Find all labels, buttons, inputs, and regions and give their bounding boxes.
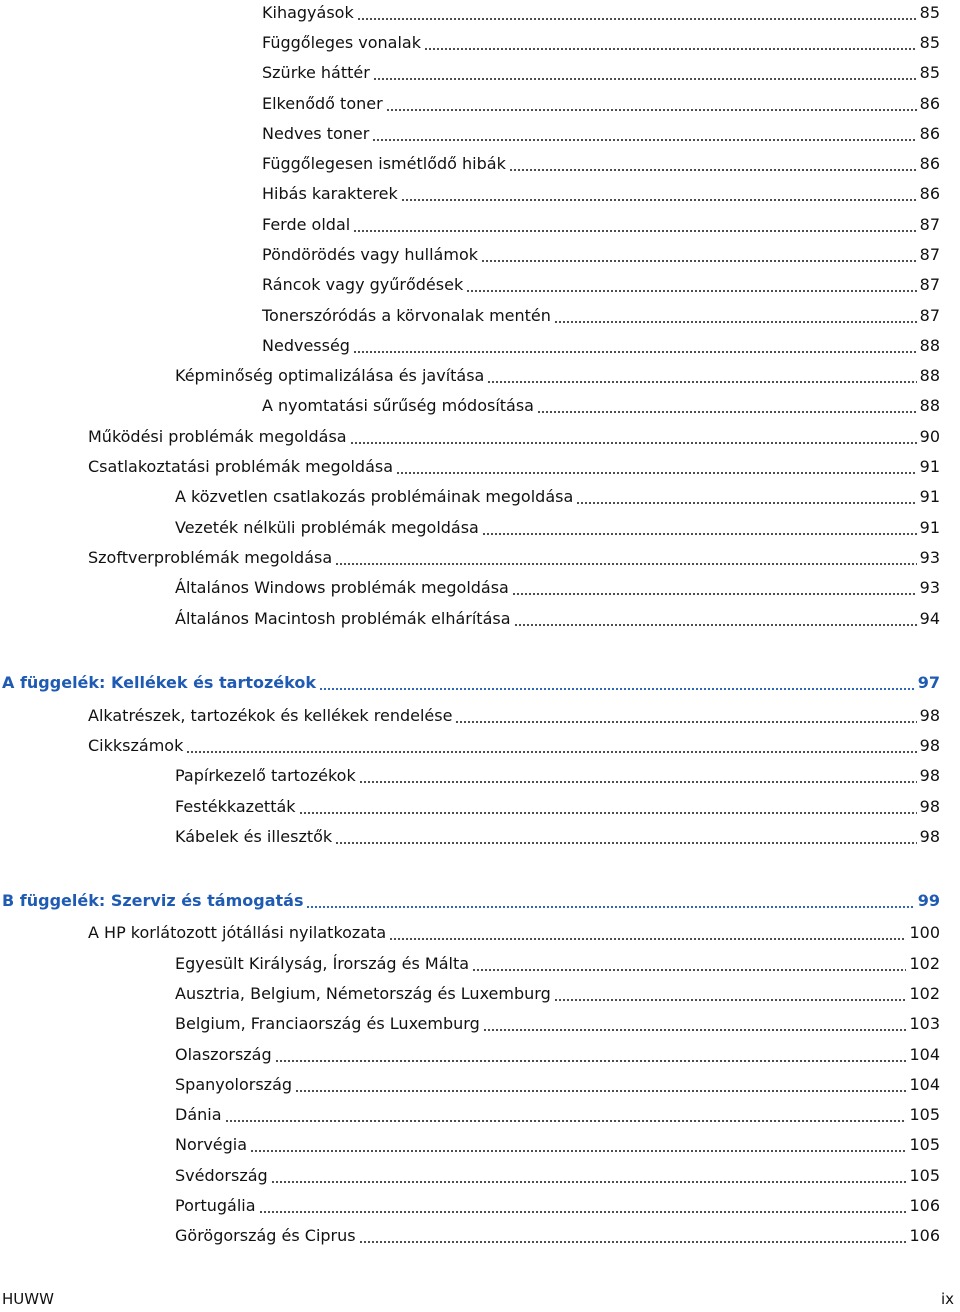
dot-leader [319,673,915,693]
toc-entry-label: Ausztria, Belgium, Németország és Luxemburg [175,984,551,1003]
toc-entry[interactable] [175,1190,940,1216]
toc-entry[interactable] [262,300,940,326]
toc-entry[interactable] [175,1129,940,1155]
toc-page-number: 105 [909,1105,940,1124]
toc-page-number: 86 [919,154,940,173]
toc-entry[interactable] [262,88,940,114]
dot-leader [424,33,917,53]
dot-leader [335,548,917,568]
toc-page-number: 103 [909,1014,940,1033]
toc-entry[interactable] [175,760,940,786]
toc-page-number: 88 [919,366,940,385]
toc-page-number: 102 [909,984,940,1003]
toc-page-number: 85 [919,63,940,82]
toc-entry[interactable] [175,1069,940,1095]
dot-leader [512,578,917,598]
dot-leader [487,366,916,386]
toc-entry-label: Függőlegesen ismétlődő hibák [262,154,506,173]
toc-page-number: 99 [917,891,940,910]
toc-entry-label: Belgium, Franciaország és Luxemburg [175,1014,480,1033]
toc-entry[interactable] [175,1220,940,1246]
toc-entry-label: Festékkazetták [175,797,296,816]
toc-page-number: 87 [919,245,940,264]
toc-entry[interactable] [262,27,940,53]
dot-leader [396,457,917,477]
dot-leader [335,827,916,847]
toc-entry[interactable] [175,978,940,1004]
toc-entry-label: Hibás karakterek [262,184,398,203]
page-footer [2,1288,954,1310]
toc-page-number: 86 [919,94,940,113]
toc-entry[interactable] [88,730,940,756]
toc-entry[interactable] [262,239,940,265]
toc-page-number: 105 [909,1166,940,1185]
toc-entry[interactable] [88,700,940,726]
dot-leader [357,3,917,23]
toc-entry[interactable] [175,603,940,629]
toc-page-number: 106 [909,1196,940,1215]
dot-leader [359,1226,907,1246]
toc-page-number: 98 [919,766,940,785]
toc-entry[interactable] [88,451,940,477]
toc-entry-label: Függőleges vonalak [262,33,421,52]
dot-leader [373,63,917,83]
toc-entry-label: Általános Windows problémák megoldása [175,578,509,597]
toc-page-number: 104 [909,1045,940,1064]
dot-leader [466,275,916,295]
toc-entry-label: A HP korlátozott jótállási nyilatkozata [88,923,387,942]
dot-leader [259,1196,907,1216]
dot-leader [482,518,917,538]
toc-page-number: 98 [919,736,940,755]
toc-entry[interactable] [262,118,940,144]
toc-entry[interactable] [88,542,940,568]
toc-page-number: 86 [919,184,940,203]
toc-entry[interactable] [175,1008,940,1034]
dot-leader [299,797,917,817]
toc-entry-label: Általános Macintosh problémák elhárítása [175,609,511,628]
toc-entry-label: Cikkszámok [88,736,184,755]
toc-appendix-heading[interactable] [2,885,940,911]
dot-leader [250,1135,906,1155]
toc-entry-label: Csatlakoztatási problémák megoldása [88,457,394,476]
toc-page-number: 97 [917,673,940,692]
toc-entry-label: Svédország [175,1166,268,1185]
dot-leader [386,94,917,114]
toc-page-number: 85 [919,33,940,52]
toc-entry-label: Papírkezelő tartozékok [175,766,356,785]
toc-entry-label: Spanyolország [175,1075,293,1094]
dot-leader [372,124,916,144]
toc-page-number: 104 [909,1075,940,1094]
dot-leader [389,923,906,943]
toc-entry-label: Egyesült Királyság, Írország és Málta [175,954,470,973]
toc-entry-label: Ráncok vagy gyűrődések [262,275,464,294]
toc-entry-label: Kihagyások [262,3,354,22]
dot-leader [271,1166,907,1186]
dot-leader [554,984,907,1004]
toc-entry[interactable] [262,178,940,204]
toc-entry-label: Tonerszóródás a körvonalak mentén [262,306,551,325]
toc-entry[interactable] [175,1160,940,1186]
toc-entry-label: B függelék: Szerviz és támogatás [2,891,304,910]
toc-page-number: 93 [919,578,940,597]
toc-entry[interactable] [175,821,940,847]
toc-entry[interactable] [175,572,940,598]
dot-leader [275,1045,907,1065]
toc-entry-label: A nyomtatási sűrűség módosítása [262,396,534,415]
dot-leader [509,154,917,174]
toc-entry-label: Nedvesség [262,336,350,355]
toc-page-number: 98 [919,706,940,725]
toc-page-number: 88 [919,336,940,355]
toc-page-number: 94 [919,609,940,628]
toc-page-number: 85 [919,3,940,22]
toc-entry-label: Pöndörödés vagy hullámok [262,245,478,264]
toc-entry-label: Ferde oldal [262,215,351,234]
toc-entry[interactable] [88,917,940,943]
toc-entry[interactable] [88,421,940,447]
toc-entry-label: Szürke háttér [262,63,370,82]
dot-leader [401,184,917,204]
toc-entry-label: Nedves toner [262,124,370,143]
dot-leader [455,706,916,726]
toc-entry-label: Kábelek és illesztők [175,827,333,846]
toc-entry-label: Alkatrészek, tartozékok és kellékek rendelése [88,706,453,725]
toc-page-number: 98 [919,797,940,816]
toc-page-number: 87 [919,306,940,325]
dot-leader [554,306,917,326]
toc-entry-label: Vezeték nélküli problémák megoldása [175,518,479,537]
dot-leader [514,609,917,629]
toc-entry-label: Dánia [175,1105,222,1124]
toc-appendix-heading[interactable] [2,667,940,693]
toc-entry[interactable] [262,330,940,356]
toc-entry[interactable] [175,1039,940,1065]
toc-entry[interactable] [175,481,940,507]
toc-entry[interactable] [262,390,940,416]
toc-page-number: 93 [919,548,940,567]
toc-page-number: 100 [909,923,940,942]
footer-document-code: HUWW [2,1290,54,1308]
toc-entry[interactable] [262,0,940,23]
toc-entry[interactable] [175,948,940,974]
toc-entry-label: Görögország és Ciprus [175,1226,356,1245]
toc-entry[interactable] [262,209,940,235]
toc-entry-label: A közvetlen csatlakozás problémáinak megoldása [175,487,574,506]
dot-leader [472,954,906,974]
toc-entry-label: Szoftverproblémák megoldása [88,548,333,567]
toc-page-number: 86 [919,124,940,143]
dot-leader [350,427,917,447]
toc-entry-label: Norvégia [175,1135,248,1154]
dot-leader [483,1014,907,1034]
dot-leader [359,766,917,786]
toc-entry-label: Olaszország [175,1045,272,1064]
toc-entry-label: Képminőség optimalizálása és javítása [175,366,485,385]
toc-entry-label: Portugália [175,1196,256,1215]
dot-leader [186,736,916,756]
dot-leader [537,396,917,416]
dot-leader [353,336,917,356]
dot-leader [306,891,914,911]
toc-entry[interactable] [262,269,940,295]
toc-page-number: 90 [919,427,940,446]
toc-page-number: 91 [919,518,940,537]
toc-entry[interactable] [262,148,940,174]
dot-leader [225,1105,907,1125]
toc-entry-label: Működési problémák megoldása [88,427,347,446]
toc-entry-label: A függelék: Kellékek és tartozékok [2,673,316,692]
toc-page-number: 91 [919,457,940,476]
toc-page-number: 87 [919,215,940,234]
toc-entry[interactable] [175,791,940,817]
toc-page-number: 102 [909,954,940,973]
toc-page-number: 91 [919,487,940,506]
toc-entry[interactable] [175,360,940,386]
toc-page-number: 87 [919,275,940,294]
toc-page-number: 88 [919,396,940,415]
dot-leader [295,1075,906,1095]
toc-page-number: 98 [919,827,940,846]
dot-leader [481,245,917,265]
toc-entry-label: Elkenődő toner [262,94,383,113]
dot-leader [576,487,916,507]
toc-page-number: 106 [909,1226,940,1245]
toc-page-number: 105 [909,1135,940,1154]
dot-leader [353,215,916,235]
toc-entry[interactable] [175,512,940,538]
toc-entry[interactable] [262,57,940,83]
footer-page-number: ix [940,1290,954,1308]
toc-entry[interactable] [175,1099,940,1125]
